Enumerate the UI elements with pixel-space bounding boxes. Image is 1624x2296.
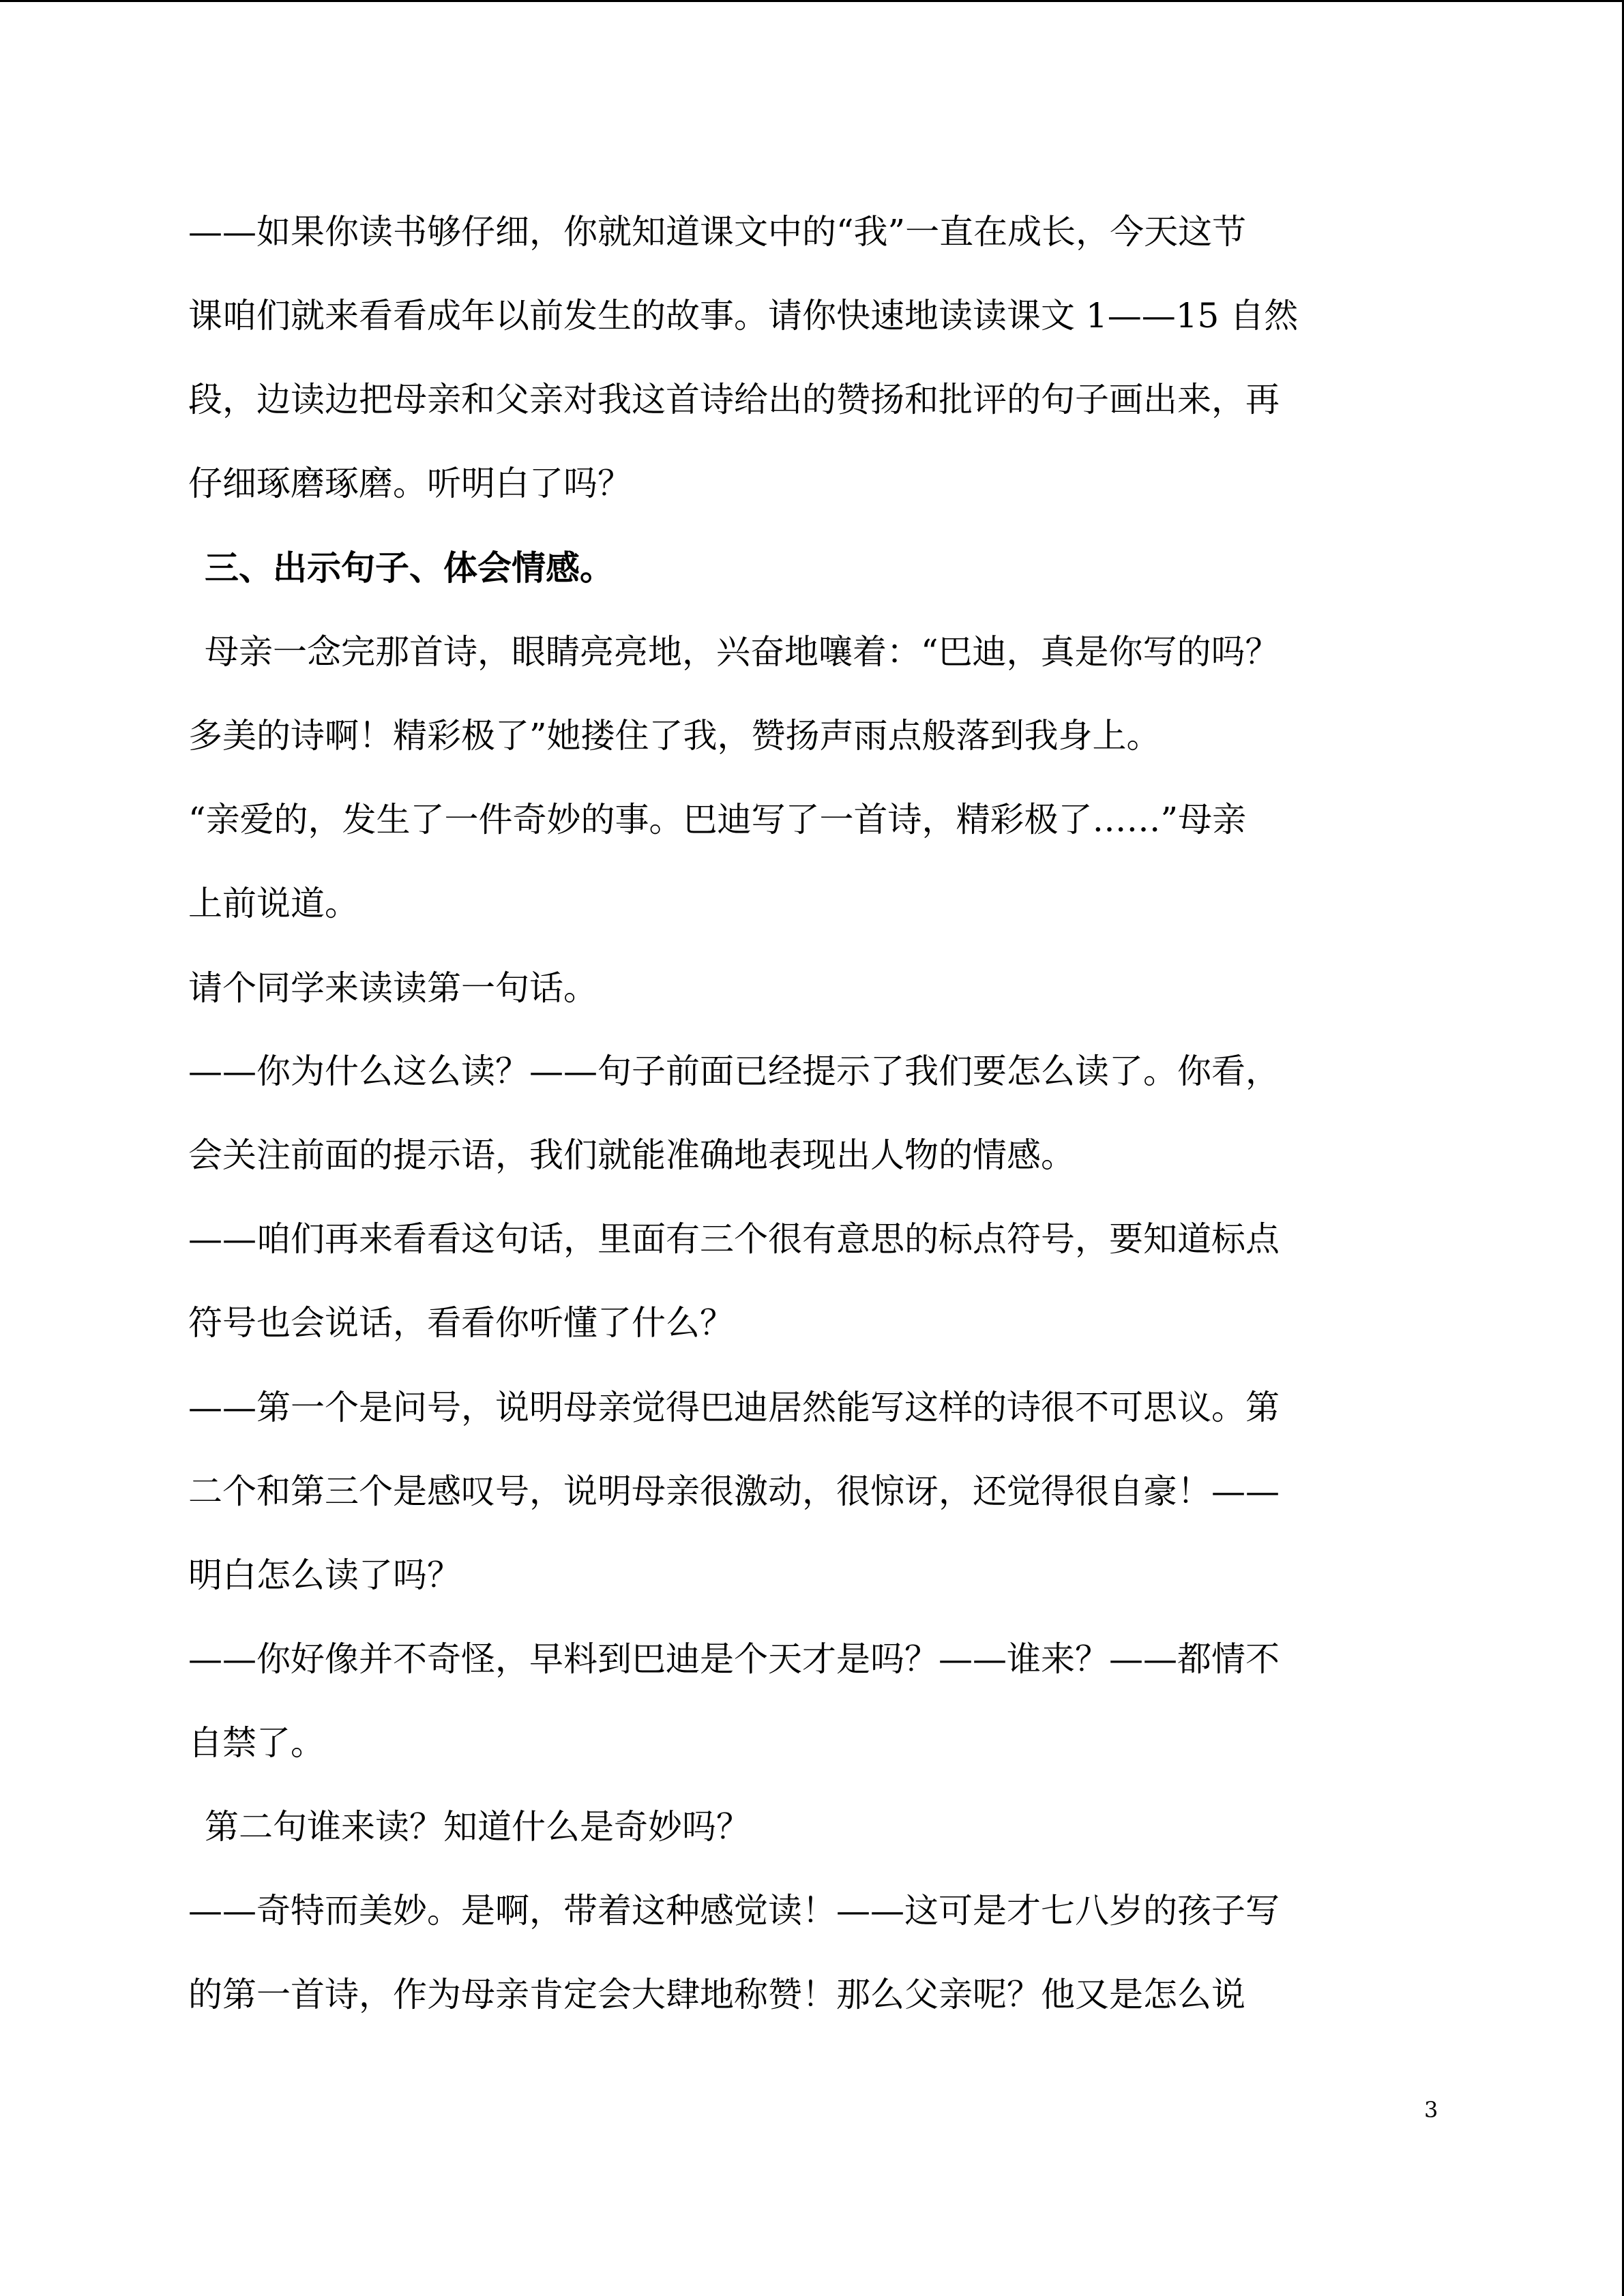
paragraph-line: ——如果你读书够仔细，你就知道课文中的“我”一直在成长，今天这节	[188, 212, 1247, 252]
paragraph-line: 课咱们就来看看成年以前发生的故事。请你快速地读读课文 1——15 自然	[188, 296, 1299, 336]
paragraph-line: ——你好像并不奇怪，早料到巴迪是个天才是吗？——谁来？——都情不	[188, 1639, 1280, 1679]
paragraph-line: ——咱们再来看看这句话，里面有三个很有意思的标点符号，要知道标点	[188, 1219, 1280, 1259]
paragraph-line: 母亲一念完那首诗，眼睛亮亮地，兴奋地嚷着：“巴迪，真是你写的吗？	[205, 632, 1280, 672]
section-heading: 三、出示句子、体会情感。	[205, 548, 614, 588]
paragraph-line: 多美的诗啊！精彩极了”她搂住了我，赞扬声雨点般落到我身上。	[188, 716, 1161, 756]
paragraph-line: 自禁了。	[188, 1723, 325, 1763]
paragraph-line: 仔细琢磨琢磨。听明白了吗？	[188, 464, 632, 503]
paragraph-line: 明白怎么读了吗？	[188, 1555, 461, 1595]
paragraph-line: ——你为什么这么读？——句子前面已经提示了我们要怎么读了。你看，	[188, 1052, 1280, 1091]
paragraph-line: 上前说道。	[188, 884, 359, 923]
paragraph-line: 二个和第三个是感叹号，说明母亲很激动，很惊讶，还觉得很自豪！——	[188, 1472, 1280, 1511]
paragraph-line: 会关注前面的提示语，我们就能准确地表现出人物的情感。	[188, 1135, 1075, 1175]
paragraph-line: “亲爱的，发生了一件奇妙的事。巴迪写了一首诗，精彩极了……”母亲	[188, 800, 1247, 839]
paragraph-line: 请个同学来读读第一句话。	[188, 968, 597, 1008]
paragraph-line: 第二句谁来读？知道什么是奇妙吗？	[205, 1807, 750, 1847]
paragraph-line: 的第一首诗，作为母亲肯定会大肆地称赞！那么父亲呢？他又是怎么说	[188, 1975, 1245, 2014]
page-top-border	[0, 0, 1624, 2]
paragraph-line: ——第一个是问号，说明母亲觉得巴迪居然能写这样的诗很不可思议。第	[188, 1388, 1280, 1427]
page-number: 3	[1424, 2097, 1438, 2123]
paragraph-line: 段，边读边把母亲和父亲对我这首诗给出的赞扬和批评的句子画出来，再	[188, 380, 1280, 419]
paragraph-line: ——奇特而美妙。是啊，带着这种感觉读！——这可是才七八岁的孩子写	[188, 1891, 1280, 1930]
paragraph-line: 符号也会说话，看看你听懂了什么？	[188, 1303, 734, 1343]
